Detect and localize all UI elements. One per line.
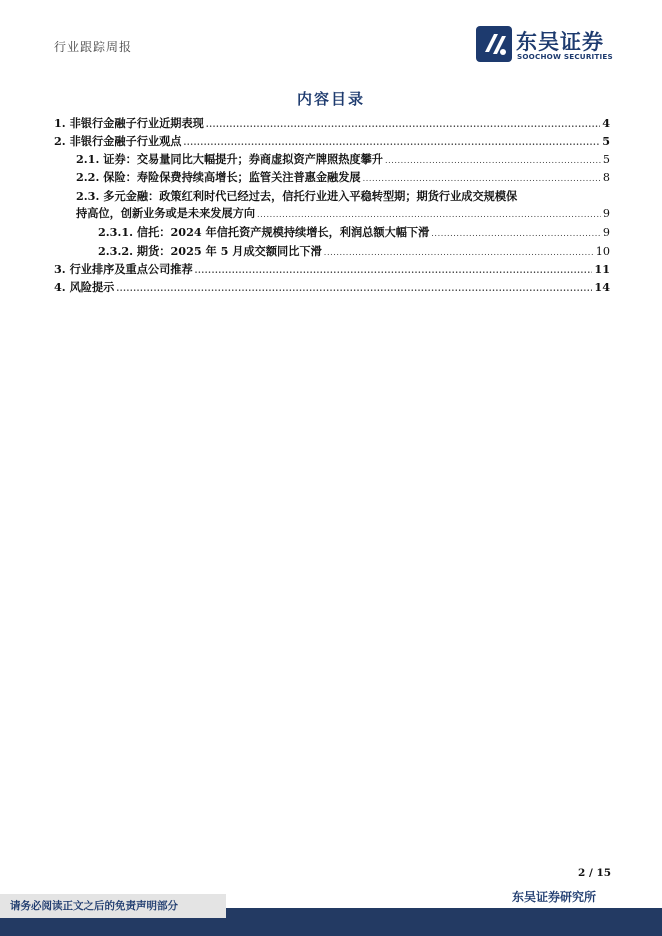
toc-entry-page: 5 bbox=[602, 152, 610, 166]
toc-entry-text: 2.2. 保险：寿险保费持续高增长；监管关注普惠金融发展 bbox=[76, 170, 361, 185]
toc-entry[interactable] bbox=[54, 279, 610, 297]
toc-entry[interactable] bbox=[54, 115, 610, 133]
logo-name-en: SOOCHOW SECURITIES bbox=[517, 52, 613, 61]
toc-entry-page: 4 bbox=[602, 116, 610, 130]
header-report-type: 行业跟踪周报 bbox=[54, 40, 133, 54]
toc-entry-page: 11 bbox=[594, 262, 610, 277]
toc-entry[interactable] bbox=[54, 188, 610, 224]
toc-entry-page: 5 bbox=[602, 133, 610, 148]
toc-entry-text: 4. 风险提示 bbox=[54, 280, 115, 295]
toc-entry-page: 9 bbox=[602, 225, 610, 239]
toc-entry-text: 2.1. 证券：交易量同比大幅提升；券商虚拟资产牌照热度攀升 bbox=[76, 151, 383, 166]
toc-entry-page: 9 bbox=[602, 206, 610, 220]
toc-entry-text: 持高位，创新业务或是未来发展方向 bbox=[76, 205, 256, 220]
soochow-logo-icon bbox=[476, 26, 512, 62]
toc-entry[interactable] bbox=[54, 169, 610, 188]
toc-entry-text-line1: 2.3. 多元金融：政策红利时代已经过去，信托行业进入平稳转型期；期货行业成交规模保 bbox=[76, 189, 518, 204]
toc-entry-text: 3. 行业排序及重点公司推荐 bbox=[54, 262, 193, 277]
toc-entry[interactable] bbox=[54, 133, 610, 151]
table-of-contents bbox=[54, 115, 610, 297]
company-logo bbox=[476, 26, 626, 64]
toc-entry-page: 8 bbox=[602, 171, 610, 185]
footer-organization: 东吴证券研究所 bbox=[512, 890, 597, 904]
toc-entry[interactable] bbox=[54, 243, 610, 262]
toc-entry[interactable] bbox=[54, 151, 610, 170]
logo-name-cn: 东吴证券 bbox=[516, 30, 604, 54]
toc-entry[interactable] bbox=[54, 224, 610, 243]
toc-entry-text: 2.3.1. 信托：2024 年信托资产规模持续增长，利润总额大幅下滑 bbox=[98, 224, 430, 239]
toc-entry-page: 10 bbox=[595, 244, 610, 258]
toc-entry-text: 1. 非银行金融子行业近期表现 bbox=[54, 116, 204, 130]
toc-title: 内容目录 bbox=[296, 90, 365, 108]
page-number: 2 / 15 bbox=[578, 867, 612, 879]
toc-entry[interactable] bbox=[54, 261, 610, 279]
toc-entry-text: 2.3.2. 期货：2025 年 5 月成交额同比下滑 bbox=[98, 243, 322, 258]
toc-entry-text: 2. 非银行金融子行业观点 bbox=[54, 133, 182, 148]
footer-disclaimer: 请务必阅读正文之后的免责声明部分 bbox=[0, 894, 226, 918]
toc-entry-page: 14 bbox=[594, 280, 610, 295]
